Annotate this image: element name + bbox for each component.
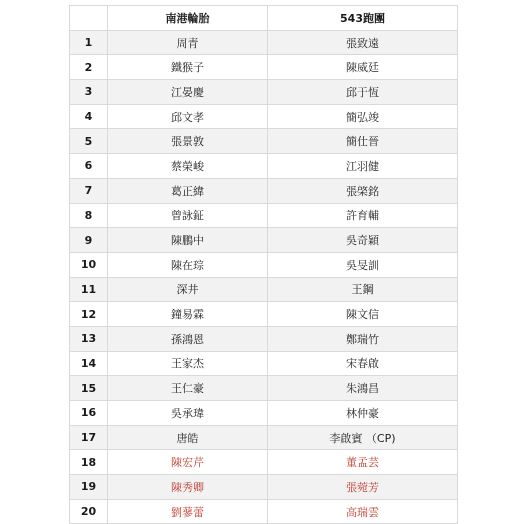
row-number: 20 <box>70 499 108 524</box>
row-number: 10 <box>70 252 108 277</box>
header-team-543: 543跑團 <box>268 6 458 31</box>
table-row <box>70 277 458 302</box>
runner-name-nangang: 劉蓼蕾 <box>108 499 268 524</box>
runner-name-543: 張菀芳 <box>268 475 458 500</box>
runner-name-543: 張棨銘 <box>268 178 458 203</box>
runner-name-543: 林仲豪 <box>268 401 458 426</box>
table-row <box>70 351 458 376</box>
runner-name-nangang: 王仁豪 <box>108 376 268 401</box>
table-row <box>70 425 458 450</box>
runner-name-543: 許育輔 <box>268 203 458 228</box>
runner-name-nangang: 孫鴻恩 <box>108 326 268 351</box>
table-row <box>70 376 458 401</box>
runner-name-nangang: 周青 <box>108 30 268 55</box>
table-row <box>70 80 458 105</box>
row-number: 16 <box>70 401 108 426</box>
table-body <box>70 30 458 524</box>
table-row <box>70 228 458 253</box>
runner-name-nangang: 鐵猴子 <box>108 55 268 80</box>
runner-name-nangang: 江晏慶 <box>108 80 268 105</box>
row-number: 4 <box>70 104 108 129</box>
table-row <box>70 55 458 80</box>
row-number: 5 <box>70 129 108 154</box>
row-number: 6 <box>70 154 108 179</box>
table-row <box>70 326 458 351</box>
runner-name-nangang: 曾詠鉦 <box>108 203 268 228</box>
row-number: 8 <box>70 203 108 228</box>
row-number: 3 <box>70 80 108 105</box>
runner-name-543: 張致遠 <box>268 30 458 55</box>
runner-name-nangang: 葛正緯 <box>108 178 268 203</box>
runner-name-543: 江羽健 <box>268 154 458 179</box>
table-row <box>70 178 458 203</box>
runner-name-nangang: 陳宏芹 <box>108 450 268 475</box>
runner-name-543: 鄭瑞竹 <box>268 326 458 351</box>
runner-name-nangang: 唐皓 <box>108 425 268 450</box>
runner-name-543: 簡弘竣 <box>268 104 458 129</box>
runner-name-543: 陳文信 <box>268 302 458 327</box>
table-row <box>70 154 458 179</box>
table-row <box>70 450 458 475</box>
row-number: 9 <box>70 228 108 253</box>
runner-name-nangang: 陳秀卿 <box>108 475 268 500</box>
roster-table <box>69 5 458 524</box>
table-row <box>70 302 458 327</box>
row-number: 1 <box>70 30 108 55</box>
row-number: 11 <box>70 277 108 302</box>
runner-name-nangang: 陳在琮 <box>108 252 268 277</box>
table-row <box>70 475 458 500</box>
table-row <box>70 203 458 228</box>
runner-name-543: 李啟賓 （CP) <box>268 425 458 450</box>
runner-name-nangang: 張景敦 <box>108 129 268 154</box>
table-row <box>70 401 458 426</box>
header-row <box>70 6 458 31</box>
table-row <box>70 252 458 277</box>
table-row <box>70 129 458 154</box>
row-number: 18 <box>70 450 108 475</box>
runner-name-543: 陳威廷 <box>268 55 458 80</box>
row-number: 17 <box>70 425 108 450</box>
row-number: 2 <box>70 55 108 80</box>
table-row <box>70 30 458 55</box>
runner-name-nangang: 吳承瑋 <box>108 401 268 426</box>
runner-name-543: 吳奇穎 <box>268 228 458 253</box>
row-number: 15 <box>70 376 108 401</box>
runner-name-nangang: 鐘易霖 <box>108 302 268 327</box>
table-row <box>70 499 458 524</box>
runner-name-nangang: 邱文孝 <box>108 104 268 129</box>
runner-name-543: 邱于恆 <box>268 80 458 105</box>
runner-name-543: 宋春啟 <box>268 351 458 376</box>
runner-name-543: 朱鴻昌 <box>268 376 458 401</box>
row-number: 7 <box>70 178 108 203</box>
row-number: 13 <box>70 326 108 351</box>
header-number <box>70 6 108 31</box>
row-number: 19 <box>70 475 108 500</box>
runner-name-543: 王鋼 <box>268 277 458 302</box>
runner-name-543: 吳旻訓 <box>268 252 458 277</box>
runner-name-nangang: 陳鵬中 <box>108 228 268 253</box>
runner-name-nangang: 王家杰 <box>108 351 268 376</box>
runner-name-nangang: 深井 <box>108 277 268 302</box>
runner-name-nangang: 蔡榮峻 <box>108 154 268 179</box>
runner-name-543: 董孟芸 <box>268 450 458 475</box>
row-number: 12 <box>70 302 108 327</box>
row-number: 14 <box>70 351 108 376</box>
runner-name-543: 高瑞雲 <box>268 499 458 524</box>
table-row <box>70 104 458 129</box>
runner-name-543: 簡仕晉 <box>268 129 458 154</box>
header-team-nangang: 南港輪胎 <box>108 6 268 31</box>
